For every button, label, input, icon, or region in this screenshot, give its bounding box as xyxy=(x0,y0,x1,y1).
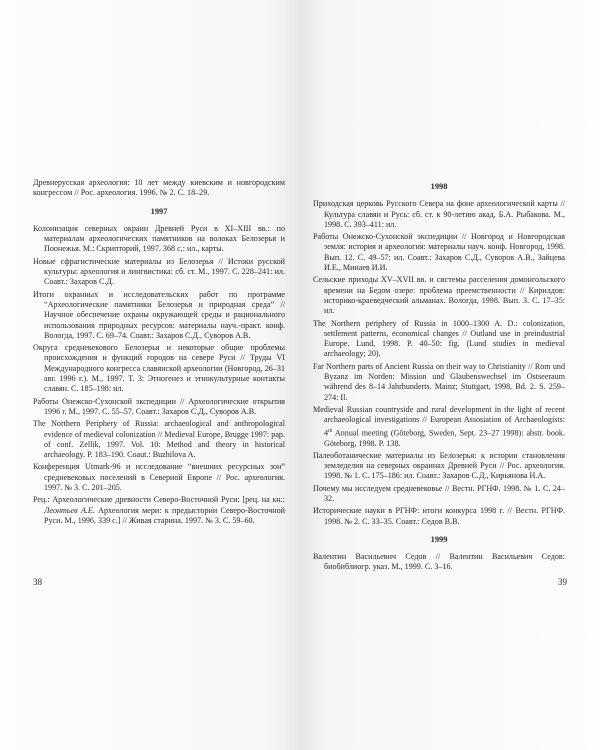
page-number-left: 38 xyxy=(33,577,42,587)
bibliography-entry: Сельские приходы XV–XVII вв. и системы расселения домонгольского времени на Бедом озере: проблема преемственности // Кирилдов: историко-краеведческий альманах. Вологда, 1998. Вып. 3. С. 17–35: ил. xyxy=(313,275,565,316)
year-heading-1998: 1998 xyxy=(430,182,448,191)
right-column xyxy=(313,182,565,575)
bibliography-entry: Валентин Васильевич Седов // Валентин Васильевич Седов: биобиблиогр. указ. М., 1999. С. 3–16. xyxy=(313,552,565,572)
bibliography-entry: Конференция Utmark-96 и исследование “внешних ресурсных зон” средневековых поселений в Северной Европе // Рос. археология. 1997. № 3. С. 201–205. xyxy=(33,462,285,493)
bibliography-entry: Приходская церковь Русского Севера на фоне археологической карты // Культура славян и Русь: сб. ст. к 90-летию акад. Б.А. Рыбакова. М., 1998. С. 393–411: ил. xyxy=(313,199,565,229)
bibliography-entry: Новые сфрагистические материалы из Белозерья // Истоки русской культуры: археология и лингвистика: сб. ст. М., 1997. С. 228–241: ил. Соавт.: Захаров С.Д. xyxy=(33,256,285,287)
bibliography-entry: Колонизация северных окраин Древней Руси в XI–XIII вв.: по материалам археологических памятников на волоках Белозерья и Поонежья. М.: Скрипторий, 1997. 368 с.: ил., карты. xyxy=(33,223,285,254)
right-page xyxy=(300,0,600,750)
left-column xyxy=(33,178,285,528)
review-text-start: Рец.: Археологические древности Северо-Восточной Руси: [рец. на кн.: xyxy=(33,495,285,505)
bibliography-entry: Итоги охранных и исследовательских работ по программе “Археологические памятники Белозерья и природная среда” // Научное обеспечение охраны окружающей среды и рационального использования природных ресурсов: материалы науч.-практ. конф. Вологда, 1997. С. 69–74. Соавт.: Захаров С.Д., Суворов А.В. xyxy=(33,289,285,340)
bibliography-entry: Исторические науки в РГНФ: итоги конкурса 1998 г. // Вестн. РГНФ. 1998. № 2. С. 33–35. Соавт.: Седов В.В. xyxy=(313,506,565,526)
bibliography-entry: Почему мы исследуем средневековье // Вестн. РГНФ. 1998. № 1. С. 24–32. xyxy=(313,483,565,503)
bibliography-entry: The Northern Periphery of Russia: archaeological and anthropological evidence of medieval colonization // Medieval Europe, Brugge 1997: pap. of conf. Zellik, 1997. Vol. 10: Method and theory in historical archaeology. P. 183–190. Coaut.: Buzhilova A. xyxy=(33,419,285,460)
bibliography-entry: Древнерусская археология: 10 лет между киевским и новгородским конгрессом // Рос. археология. 1996. № 2. С. 18–29. xyxy=(33,178,285,198)
bibliography-entry: The Northern periphery of Russia in 1000–1300 A. D.: colonization, settlement patterns, economical changes // Outland use in preindustrial Europe. Lund, 1998. P. 40–50: fig. (Lund studies in medieval archaeology; 20). xyxy=(313,318,565,359)
review-entry xyxy=(33,495,285,526)
review-author-italic: Леонтьев А.Е. xyxy=(44,505,95,515)
ordinal-suffix: th xyxy=(328,427,333,434)
year-heading-1999: 1999 xyxy=(430,534,448,544)
bibliography-entry: Палеоботанические материалы из Белозерья: к истории становления земледелия на северных окраинах Древней Руси // Рос. археология. 1998. № 1. С. 175–186: ил. Соавт.: Захаров С.Д., Кирьянова Н.А. xyxy=(313,450,565,481)
bibliography-entry: Округа средневекового Белозерья и некоторые общие проблемы происхождения и функций городов на севере Руси // Труды VI Международного конгресса славянской археологии (Новгород, 26–31 авг. 1996 г.). М., 1997. Т. 3: Этногенез и этнокультурные контакты славян. С. 185–198: ил. xyxy=(33,343,285,394)
year-heading-1997: 1997 xyxy=(150,206,168,216)
review-text-end: Археология мери: к предыстории Северо-Восточной Руси. М., 1996. 339 с.] // Живая старина. 1997. № 3. С. 59–60. xyxy=(44,505,285,525)
bibliography-entry: Работы Онежско-Сухонской экспедиции // Новгород и Новгородская земля: история и археология: материалы науч. конф. Новгород, 1998. Вып. 12. С. 49–57: ил. Соавт.: Захаров С.Д., Суворов А.В., Зайцева И.Е., Минаев И.И. xyxy=(313,232,565,273)
entry-text-start: Medieval Russian countryside and rural development in the light of recent archaeological investigations // European Assosiation of Archaeologists: 4 xyxy=(313,404,565,438)
page-number-right: 39 xyxy=(558,577,567,587)
bibliography-entry: Работы Онежско-Сухонской экспедиции // Археологические открытия 1996 г. М., 1997. С. 55–57. Соавт.: Захаров С.Д., Суворов А.В. xyxy=(33,396,285,416)
bibliography-entry xyxy=(313,405,565,449)
entry-text-end: Annual meeting (Göteborg, Sweden, Sept. 23–27 1998): abstr. book. Göteborg, 1998. P. 138. xyxy=(324,428,565,448)
bibliography-entry: Far Northern parts of Ancient Russia on their way to Christianity // Rom und Byzanz im Norden: Mission und Glaubenswechsel im Ostseeraum während des 8–14 Jahrhunderts. Mainz; Stuttgart, 1998. Bd. 2. S. 259–274: Il. xyxy=(313,361,565,402)
